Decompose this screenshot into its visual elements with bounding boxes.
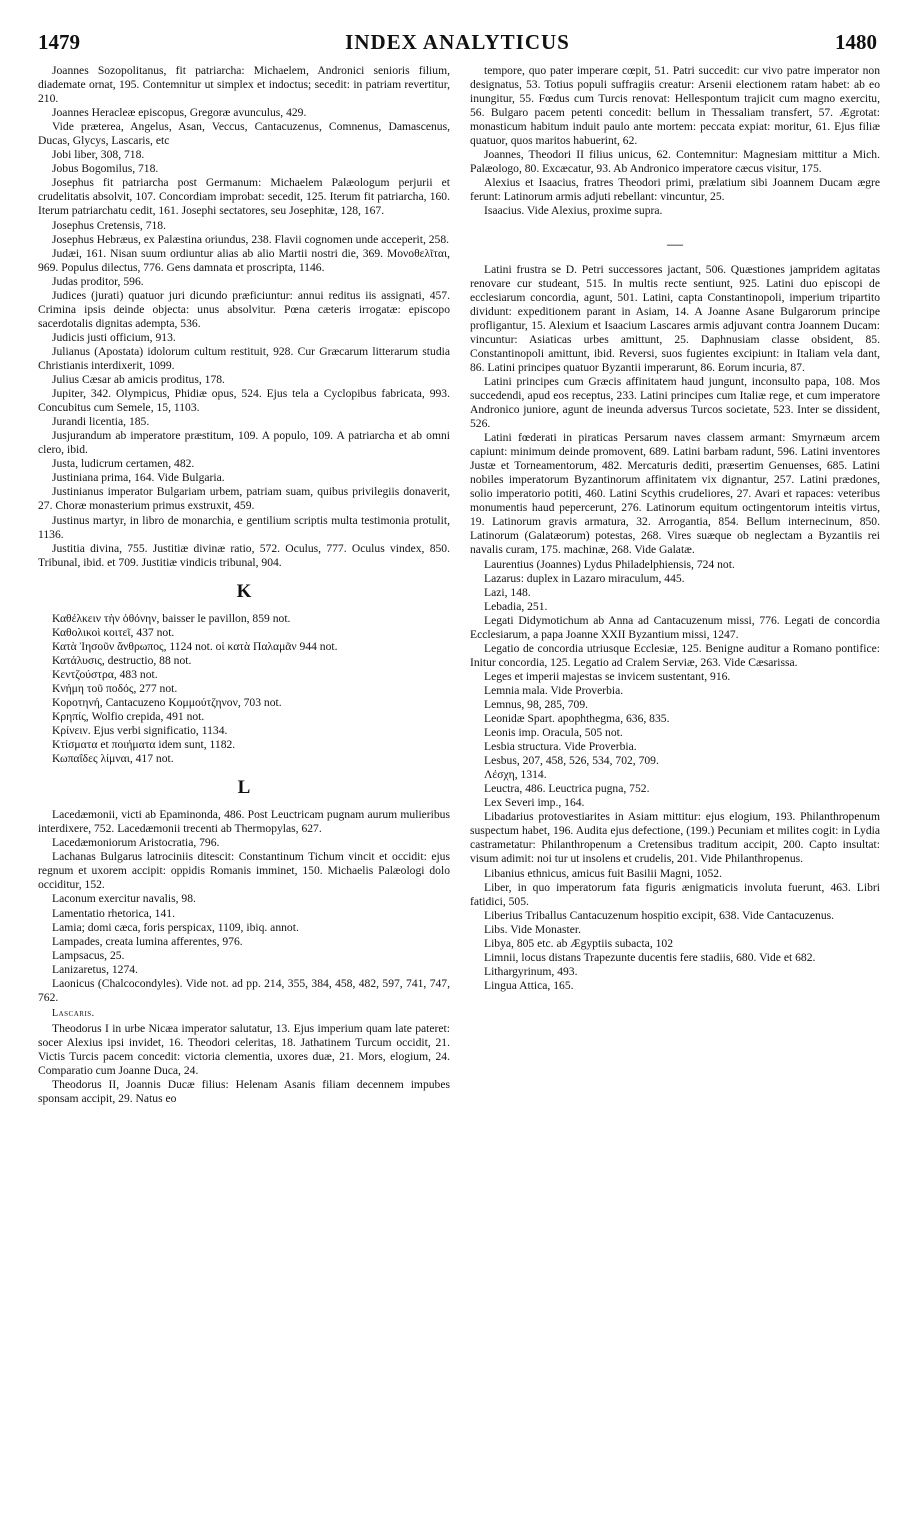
index-entry: Latini frustra se D. Petri successores jactant, 506. Quæstiones jampridem agitatas renovare cur studeant, 515. In multis recte sentiunt, 925. Latini duo episcopi de ecclesiarum concordia, agunt, 501. Latini, capta Constantinopoli, imperium tripartito dividunt: expeditionem parant in Asiam, 14. A Joanne Asane Bulgarorum principe profligantur, 15. Alexium et Isaacium Lascares armis adjuvant contra Joannem Ducam: vincuntur: Asiaticas urbes amittunt, 25. Daphnusiam classe obsident, 85. Constantinopoli amittunt, ibid. Reversi, suos fugientes excipiunt: in Italiam vela dant, 86. Latini principes quatuor Byzantii imperarunt, 86. Eorum incuria, 87. (470, 262, 880, 374)
index-entry: Liber, in quo imperatorum fata figuris ænigmaticis involuta fuerunt, 463. Libri fatidici, 505. (470, 880, 880, 908)
left-column (38, 64, 450, 1530)
index-entry: Alexius et Isaacius, fratres Theodori primi, prælatium sibi Joannem Ducam ægre ferunt: Latinorum armis adjuti rebellant: vincuntur, 25. (470, 176, 880, 204)
index-entry: Liberius Triballus Cantacuzenum hospitio excipit, 638. Vide Cantacuzenus. (484, 908, 835, 922)
index-entry: Lazarus: duplex in Lazaro miraculum, 445. (484, 571, 685, 585)
page-number-right: 1480 (835, 30, 877, 54)
index-entry: Lampades, creata lumina afferentes, 976. (52, 934, 243, 948)
page-header (38, 30, 877, 60)
index-entry: Κρίνειν. Ejus verbi significatio, 1134. (52, 724, 228, 738)
page-number-left: 1479 (38, 30, 80, 54)
index-entry: Libadarius protovestiarites in Asiam mittitur: ejus elogium, 193. Philanthropenum suspectum habet, 196. Audita ejus defectione, (199.) Pecuniam et milites cogit: in Lydia castrametatur: Philanthropenum a Cretensibus traditum accipit, 200. Capto insultat: visum adimit: noi tur ut insolens et crudelis, 201. Vide Philanthropenus. (470, 810, 880, 866)
index-entry: Jurandi licentia, 185. (52, 415, 150, 429)
section-letter: L (237, 777, 251, 799)
index-entry: Lacedæmoniorum Aristocratia, 796. (52, 836, 220, 850)
index-entry: Κατάλυσις, destructio, 88 not. (52, 653, 192, 667)
index-entry: Justinus martyr, in libro de monarchia, e gentilium scriptis multa testimonia protulit, 1136. (38, 513, 450, 541)
index-entry: Κατὰ Ἰησοῦν ἄνθρωπος, 1124 not. οἱ κατὰ Παλαμᾶν 944 not. (52, 639, 338, 653)
index-entry: Judas proditor, 596. (52, 274, 144, 288)
section-letter: K (236, 580, 252, 602)
index-entry: Latini principes cum Græcis affinitatem haud jungunt, inconsulto papa, 108. Mos succedendi, apud eos receptus, 233. Latini principes cum Italiæ rege, et cum imperatore Andronico juniore, agunt de ineunda adversus Turcos societate, 523. Inter se dissident, 526. (470, 374, 880, 431)
index-entry: Λέσχη, 1314. (484, 768, 547, 782)
index-entry: Justinianus imperator Bulgariam urbem, patriam suam, quibus privilegiis donaverit, 27. Choræ monasterium primus exstruxit, 459. (38, 485, 450, 513)
index-entry: Lacedæmonii, victi ab Epaminonda, 486. Post Leuctricam pugnam aurum mulieribus interdixere, 752. Lacedæmonii trecenti ab Thermopylas, 627. (38, 808, 450, 836)
running-title: INDEX ANALYTICUS (345, 30, 570, 54)
index-entry: Justa, ludicrum certamen, 482. (52, 457, 195, 471)
index-entry: Legatio de concordia utriusque Ecclesiæ, 125. Benigne auditur a Romano pontifice: Initur concordia, 125. Legatio ad Cralem Serviæ, 263. Vide Cæsarissa. (470, 641, 880, 669)
index-entry: Lemnia mala. Vide Proverbia. (484, 683, 624, 697)
index-entry: Judæi, 161. Nisan suum ordiuntur alias ab alio Martii nostri die, 369. Μονοθελῖται, 969. Populus dilectus, 776. Gens damnata et proscripta, 1146. (38, 246, 450, 274)
index-entry: Lingua Attica, 165. (484, 978, 574, 992)
index-entry: Κνήμη τοῦ ποδός, 277 not. (52, 681, 178, 695)
index-entry: Julius Cæsar ab amicis proditus, 178. (52, 373, 225, 387)
section-divider: — (667, 235, 683, 253)
index-entry: Limnii, locus distans Trapezunte ducentis fere stadiis, 680. Vide et 682. (484, 950, 816, 964)
index-entry: Josephus fit patriarcha post Germanum: Michaelem Palæologum perjurii et crudelitatis absolvit, 107. Concordiam improbat: secedit, 125. Iterum fit patriarcha, 160. Iterum patriarchatu cedit, 161. Josephi sectatores, seu Josephitæ, 128, 167. (38, 176, 450, 218)
index-entry: Vide præterea, Angelus, Asan, Veccus, Cantacuzenus, Comnenus, Damascenus, Ducas, Glycys, Lascaris, etc (38, 120, 450, 148)
index-entry: Judicis justi officium, 913. (52, 330, 176, 344)
index-entry: Κοροτηνή, Cantacuzeno Κομμούτζηνον, 703 not. (52, 695, 282, 709)
index-entry: Lanizaretus, 1274. (52, 962, 138, 976)
index-entry: Justiniana prima, 164. Vide Bulgaria. (52, 471, 225, 485)
index-entry: Κωπαΐδες λίμναι, 417 not. (52, 752, 174, 766)
index-entry: Lazi, 148. (484, 585, 531, 599)
index-entry: Κεντζούστρα, 483 not. (52, 667, 158, 681)
index-entry: Joannes, Theodori II filius unicus, 62. Contemnitur: Magnesiam mittitur a Mich. Palæologo, 80. Excæcatur, 93. Ab Andronico imperatore cæcus visitur, 175. (470, 148, 880, 176)
index-entry: Joannes Sozopolitanus, fit patriarcha: Michaelem, Andronici senioris filium, diademate ornat, 195. Contemnitur ut simplex et indoctus; secedit: in patriam revertitur, 210. (38, 64, 450, 106)
index-entry: Libs. Vide Monaster. (484, 922, 581, 936)
index-entry: Jupiter, 342. Olympicus, Phidiæ opus, 524. Ejus tela a Cyclopibus fabricata, 993. Concubitus cum Semele, 15, 1103. (38, 387, 450, 415)
index-entry: Leonis imp. Oracula, 505 not. (484, 726, 623, 740)
index-entry: Judices (jurati) quatuor juri dicundo præficiuntur: annui reditus iis assignati, 457. Crimina ipsis deinde objecta: unus absolvitur. Pœna cæteris irrogatæ: episcopo sacerdotalis dignitas adempta, 536. (38, 288, 450, 330)
index-entry: Κτίσματα et ποιήματα idem sunt, 1182. (52, 738, 236, 752)
index-entry: Libya, 805 etc. ab Ægyptiis subacta, 102 (484, 936, 674, 950)
index-entry: Lemnus, 98, 285, 709. (484, 697, 589, 711)
index-entry: Isaacius. Vide Alexius, proxime supra. (484, 204, 663, 218)
index-entry: Leges et imperii majestas se invicem sustentant, 916. (484, 669, 731, 683)
index-entry: Laurentius (Joannes) Lydus Philadelphiensis, 724 not. (484, 557, 735, 571)
index-entry: Josephus Hebræus, ex Palæstina oriundus, 238. Flavii cognomen unde acceperit, 258. (52, 232, 450, 246)
index-entry: Jobus Bogomilus, 718. (52, 162, 159, 176)
index-entry: Lex Severi imp., 164. (484, 796, 585, 810)
index-entry: Lamia; domi cæca, foris perspicax, 1109, ibiq. annot. (52, 920, 299, 934)
index-entry: Lesbia structura. Vide Proverbia. (484, 740, 637, 754)
index-entry: Jobi liber, 308, 718. (52, 148, 145, 162)
index-entry: Julianus (Apostata) idolorum cultum restituit, 928. Cur Græcarum litterarum studia Christianis interdixerit, 1099. (38, 344, 450, 372)
index-entry: Latini fœderati in piraticas Persarum naves classem armant: Smyrnæum arcem capiunt: minimum deinde promovent, 689. Latini barbam radunt, 596. Latini inventores Justæ et Torneamentorum, 482. Mercaturis dediti, præsertim Genuenses, 685. Latini nobiles imperatorum Byzantinorum affinitatem vix dignantur, 257. Latini prædones, solio imperatorio potiti, 460. Latini Scythis crudeliores, 27. Avari et rapaces: veteribus monumentis haud pepercerunt, 276. Latinorum equitum octingentorum inteitis virtus, 19. Latinorum gravis armatura, 32. Arrogantia, 854. Bellum internecinum, 850. Latinorum (Galatæorum) potestas, 268. Vires suæque ob neglectam a Byzantiis rei navalis curam, 175. machinæ, 268. Vide Galatæ. (470, 431, 880, 557)
index-entry: Lesbus, 207, 458, 526, 534, 702, 709. (484, 754, 659, 768)
index-entry: Josephus Cretensis, 718. (52, 218, 167, 232)
index-entry: Καθέλκειν τὴν ὀθόνην, baisser le pavillon, 859 not. (52, 611, 291, 625)
index-entry: Lamentatio rhetorica, 141. (52, 906, 175, 920)
index-entry: Lithargyrinum, 493. (484, 964, 578, 978)
index-entry: Leuctra, 486. Leuctrica pugna, 752. (484, 782, 650, 796)
index-entry: Lachanas Bulgarus latrociniis ditescit: Constantinum Tichum vincit et occidit: ejus regnum et uxorem accipit: oppidis Romanis imminet, 150. Michaelis Palæologi dolo occiditur, 152. (38, 850, 450, 892)
subheading: Lascaris. (52, 1007, 95, 1019)
index-entry: Leonidæ Spart. apophthegma, 636, 835. (484, 712, 670, 726)
index-entry: Theodorus II, Joannis Ducæ filius: Helenam Asanis filiam decennem impubes sponsam accipit, 29. Natus eo (38, 1078, 450, 1106)
index-entry: Theodorus I in urbe Nicæa imperator salutatur, 13. Ejus imperium quam late pateret: socer Alexius ipsi invidet, 16. Theodori celeritas, 18. Jathatinem Turcum occidit, 21. Victis Turcis pacem concedit: victoria clementia, uxores duæ, 21. Mors, elogium, 24. Comparatio cum Joanne Duca, 24. (38, 1021, 450, 1078)
right-column (470, 64, 880, 1530)
index-entry: Joannes Heracleæ episcopus, Gregoræ avunculus, 429. (52, 106, 307, 120)
index-entry: Κρηπίς, Wolfio crepida, 491 not. (52, 710, 205, 724)
index-entry: tempore, quo pater imperare cœpit, 51. Patri succedit: cur vivo patre imperator non designatus, 53. Totius populi suffragiis creatur: Arsenii electionem ratam habet: ab eo inungitur, 55. Fœdus cum Turcis renovat: Hellespontum trajicit cum magno exercitu, 56. Bulgaro pacem petenti concedit: bellum in Thessaliam transfert, 57. Ægrotat: monasticum habitum induit paulo ante mortem: peccata expiat: moritur, 61. Ejus filiæ quatuor, quos maritos habuerint, 62. (470, 64, 880, 148)
index-entry: Justitia divina, 755. Justitiæ divinæ ratio, 572. Oculus, 777. Oculus vindex, 850. Tribunal, ibid. et 709. Justitiæ vindicis tribunal, 904. (38, 541, 450, 569)
index-entry: Lebadia, 251. (484, 599, 548, 613)
index-entry: Libanius ethnicus, amicus fuit Basilii Magni, 1052. (484, 866, 722, 880)
index-entry: Laconum exercitur navalis, 98. (52, 892, 196, 906)
index-entry: Lampsacus, 25. (52, 948, 125, 962)
index-entry: Laonicus (Chalcocondyles). Vide not. ad pp. 214, 355, 384, 458, 482, 597, 741, 747, 762. (38, 976, 450, 1004)
index-entry: Καθολικοὶ κοιτεῖ, 437 not. (52, 625, 175, 639)
index-entry: Jusjurandum ab imperatore præstitum, 109. A populo, 109. A patriarcha et ab omni clero, ibid. (38, 429, 450, 457)
index-entry: Legati Didymotichum ab Anna ad Cantacuzenum missi, 776. Legati de concordia Ecclesiarum, a papa Joanne XXII Byzantium missi, 1247. (470, 613, 880, 641)
